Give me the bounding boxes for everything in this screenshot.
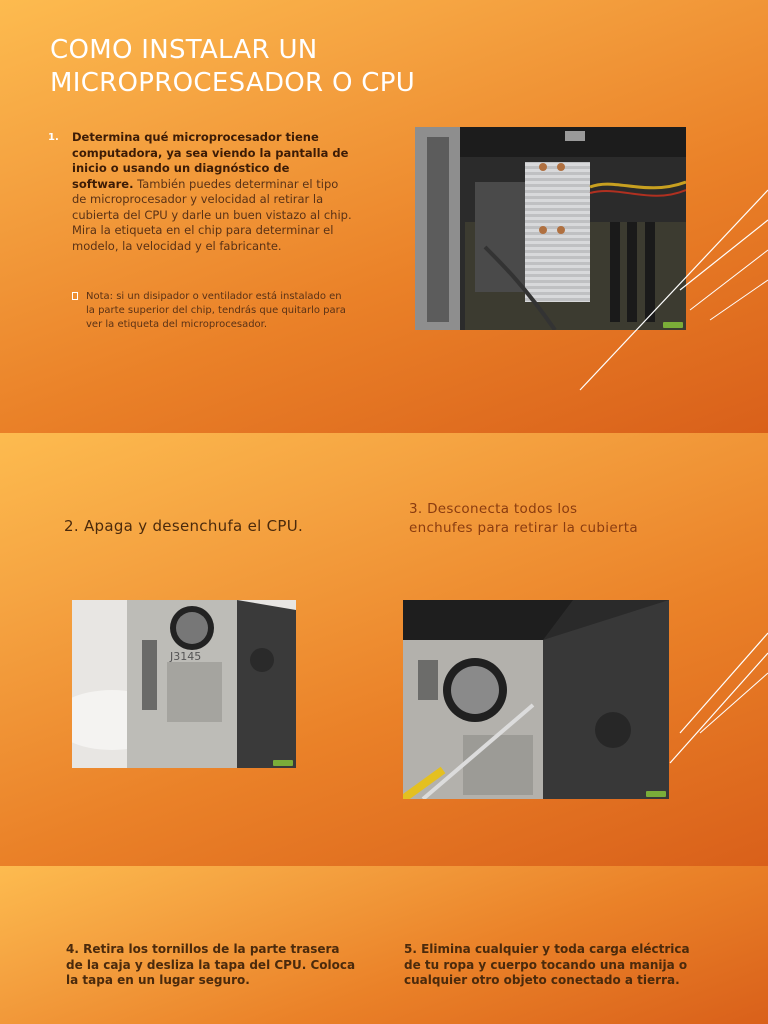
step-4: 4. Retira los tornillos de la parte trasera de la caja y desliza la tapa del CPU. Coloca la tapa en un lugar seguro. (66, 942, 356, 987)
square-bullet-icon (72, 292, 78, 300)
slide-1 (0, 0, 768, 433)
svg-text:J3145: J3145 (170, 650, 202, 663)
decorative-lines (560, 180, 768, 400)
slide-2 (0, 433, 768, 866)
watermark-badge (646, 791, 666, 797)
decorative-lines (660, 613, 768, 773)
step-1-heading: Determina qué microprocesador tiene computadora, ya sea viendo la pantalla de inicio o usando un diagnóstico de software. (72, 130, 349, 191)
step-5: 5. Elimina cualquier y toda carga eléctrica de tu ropa y cuerpo tocando una manija o cualquier otro objeto conectado a tierra. (404, 942, 690, 987)
watermark-badge (273, 760, 293, 766)
step-3: 3. Desconecta todos los enchufes para retirar la cubierta (409, 501, 638, 536)
slide-3 (0, 866, 768, 1024)
note-text: Nota: si un disipador o ventilador está instalado en la parte superior del chip, tendrás que quitarlo para ver la etiqueta del microprocesador. (86, 291, 346, 330)
step-1-body: También puedes determinar el tipo de microprocesador y velocidad al retirar la cubierta del CPU y darle un buen vistazo al chip. Mira la etiqueta en el chip para determinar el modelo, la velocidad y el fabricante. (72, 176, 352, 253)
slide-title: COMO INSTALAR UN MICROPROCESADOR O CPU (50, 35, 416, 98)
step-2: 2. Apaga y desenchufa el CPU. (64, 517, 304, 535)
step-1-note (72, 290, 350, 332)
pc-tower-back-photo (72, 600, 296, 768)
pc-tower-screwdriver-photo (403, 600, 669, 799)
step-1 (48, 130, 353, 254)
step-1-number: 1. (48, 132, 59, 143)
